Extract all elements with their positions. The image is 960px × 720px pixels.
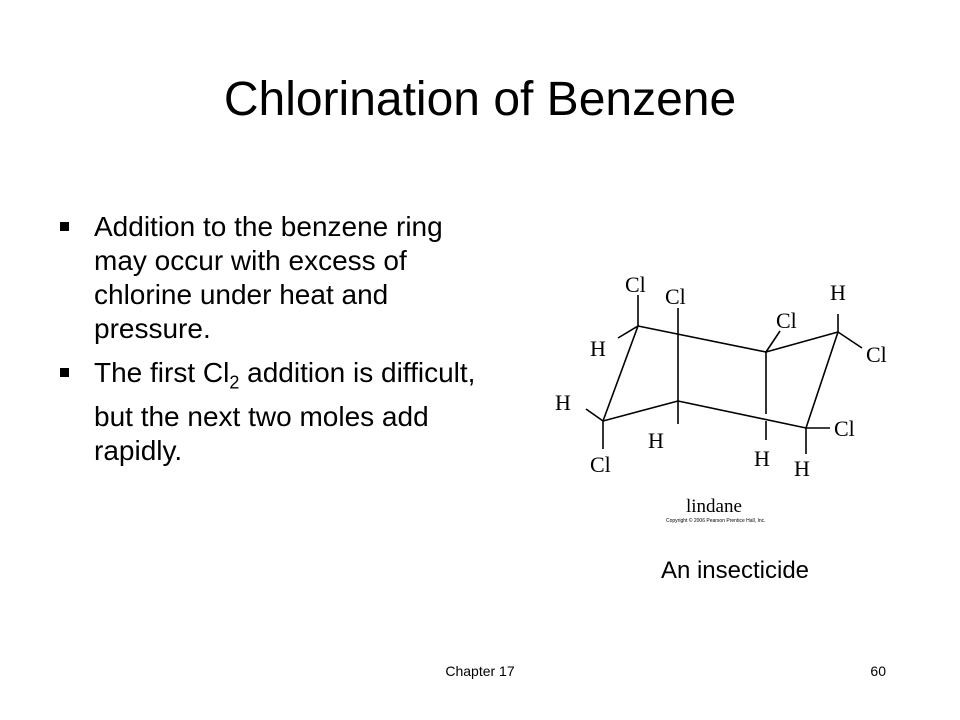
bullet-text-end: addition is difficult, but the next two moles add rapidly. [94, 357, 476, 466]
lindane-structure-svg [548, 268, 888, 528]
bullet-item [58, 356, 488, 468]
atom-label: Cl [625, 272, 646, 297]
ring-bond [678, 401, 806, 428]
equatorial-bond [586, 409, 603, 421]
atom-label: H [590, 336, 606, 361]
atom-label: Cl [590, 452, 611, 477]
atom-label: H [830, 280, 846, 305]
atom-label: Cl [665, 284, 686, 309]
bonds [586, 295, 862, 454]
atom-labels [555, 272, 887, 481]
atom-label: Cl [776, 308, 797, 333]
ring-bond [638, 326, 766, 352]
compound-name: lindane [686, 496, 742, 517]
square-bullet-icon [60, 368, 69, 377]
atom-label: H [794, 456, 810, 481]
lindane-structure-figure [548, 268, 888, 528]
footer-chapter: Chapter 17 [445, 663, 515, 679]
atom-label: H [754, 446, 770, 471]
square-bullet-icon [60, 222, 69, 231]
page-number: 60 [870, 663, 886, 679]
atom-label: Cl [834, 416, 855, 441]
ring-bond [806, 332, 838, 428]
bullet-text [94, 357, 475, 466]
copyright-note: Copyright © 2006 Pearson Prentice Hall, Inc. [666, 518, 766, 524]
bullet-list [58, 210, 488, 478]
subscript: 2 [229, 372, 240, 393]
slide-title: Chlorination of Benzene [223, 73, 737, 126]
ring-bond [603, 401, 678, 421]
atom-label: H [555, 390, 571, 415]
bullet-item [58, 210, 488, 346]
atom-label: H [648, 428, 664, 453]
equatorial-bond [838, 332, 862, 348]
bullet-text-start: The first Cl [94, 357, 230, 388]
atom-label: Cl [866, 342, 887, 367]
figure-caption: An insecticide [660, 557, 810, 584]
ring-bond [603, 326, 638, 421]
bullet-text: Addition to the benzene ring may occur with excess of chlorine under heat and pressure. [94, 211, 443, 344]
